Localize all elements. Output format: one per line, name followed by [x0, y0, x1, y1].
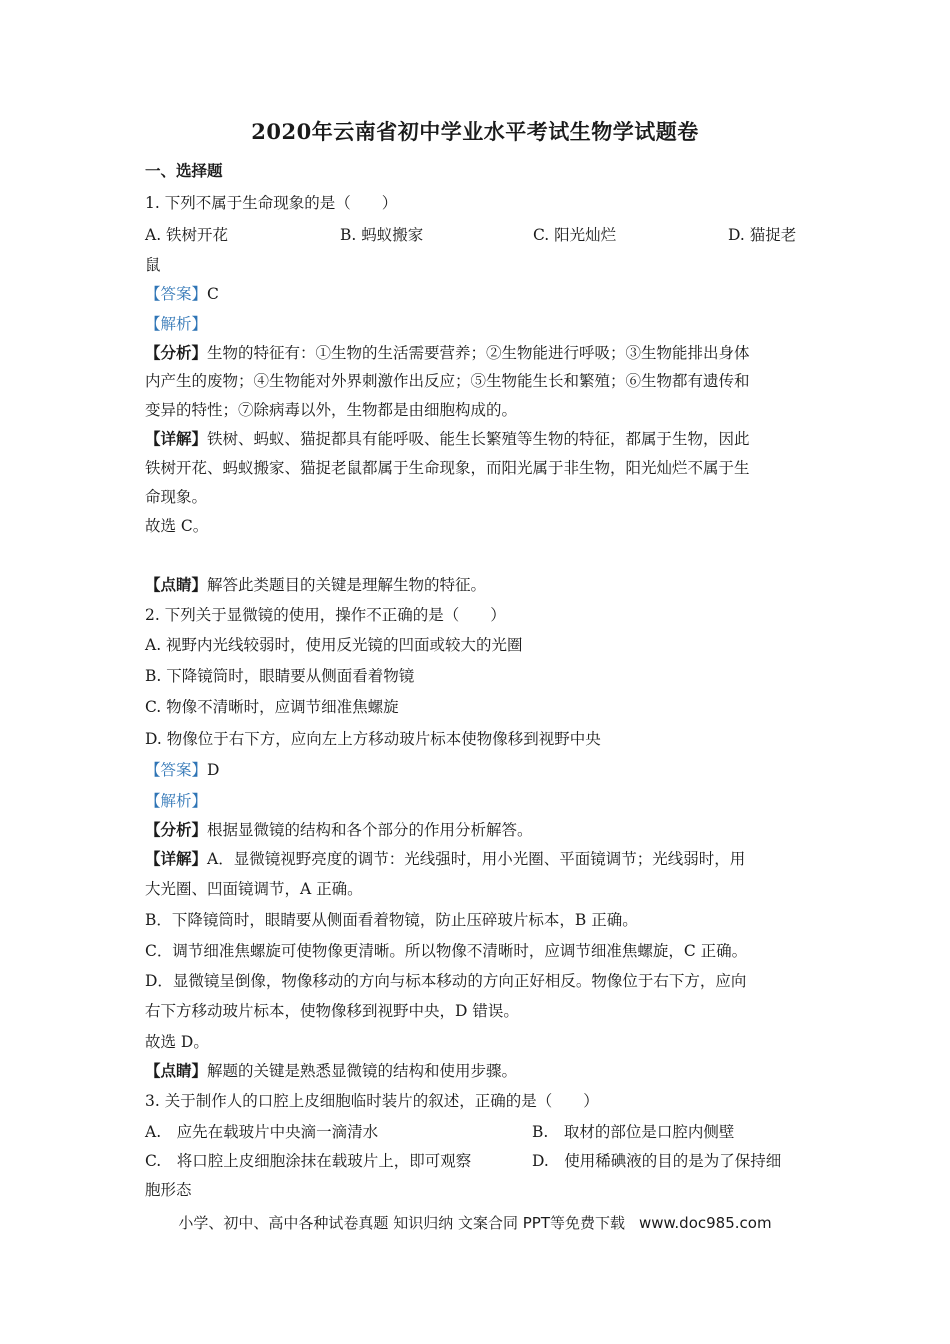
- q2-option-a: A. 视野内光线较弱时，使用反光镜的凹面或较大的光圈: [145, 636, 523, 654]
- q3-option-c: C. 将口腔上皮细胞涂抹在载玻片上，即可观察: [145, 1152, 472, 1170]
- xiangjie-text: 铁树、蚂蚁、猫捉都具有能呼吸、能生长繁殖等生物的特征，都属于生物，因此: [207, 430, 750, 448]
- fenxi-text: 生物的特征有：①生物的生活需要营养；②生物能进行呼吸；③生物能排出身体: [207, 344, 750, 362]
- dianjing-text: 解答此类题目的关键是理解生物的特征。: [207, 576, 487, 594]
- q1-dianjing: [145, 574, 486, 596]
- xiangjie-tag: 【详解】: [145, 429, 208, 448]
- fenxi-text: 根据显微镜的结构和各个部分的作用分析解答。: [207, 821, 533, 839]
- q1-option-c: C. 阳光灿烂: [533, 226, 617, 244]
- footer-url-link[interactable]: www.doc985.com: [638, 1214, 772, 1232]
- q3-option-b: B. 取材的部位是口腔内侧壁: [532, 1123, 735, 1141]
- fenxi-tag: 【分析】: [145, 343, 208, 362]
- question-1-stem: 1. 下列不属于生命现象的是（ ）: [145, 194, 398, 212]
- q3-option-d: D. 使用稀碘液的目的是为了保持细: [532, 1152, 782, 1170]
- q2-xiangjie-line-3: B．下降镜筒时，眼睛要从侧面看着物镜，防止压碎玻片标本，B 正确。: [145, 911, 638, 929]
- q2-xiangjie-line-2: 大光圈、凹面镜调节，A 正确。: [145, 880, 363, 898]
- answer-value: D: [207, 761, 220, 779]
- q2-xiangjie-line-1: [145, 848, 745, 870]
- q1-fenxi-line-2: 内产生的废物；④生物能对外界刺激作出反应；⑤生物能生长和繁殖；⑥生物都有遗传和: [145, 372, 750, 390]
- dianjing-tag: 【点睛】: [145, 575, 208, 594]
- question-3-stem: 3. 关于制作人的口腔上皮细胞临时装片的叙述，正确的是（ ）: [145, 1092, 599, 1110]
- q2-analysis-tag: 【解析】: [145, 792, 208, 810]
- dianjing-text: 解题的关键是熟悉显微镜的结构和使用步骤。: [207, 1062, 518, 1080]
- q1-xiangjie-line-1: [145, 428, 750, 450]
- answer-tag: 【答案】: [145, 761, 208, 779]
- q1-option-a: A. 铁树开花: [145, 226, 229, 244]
- q2-option-c: C. 物像不清晰时，应调节细准焦螺旋: [145, 698, 399, 716]
- answer-tag: 【答案】: [145, 285, 208, 303]
- q1-option-d-wrap: 鼠: [145, 256, 161, 274]
- q1-option-d: D. 猫捉老: [728, 226, 797, 244]
- q3-option-d-wrap: 胞形态: [145, 1181, 192, 1199]
- q1-answer: [145, 283, 219, 305]
- q1-fenxi-line-3: 变异的特性；⑦除病毒以外，生物都是由细胞构成的。: [145, 401, 518, 419]
- q2-xiangjie-line-5: D．显微镜呈倒像，物像移动的方向与标本移动的方向正好相反。物像位于右下方，应向: [145, 972, 747, 990]
- page-footer: [0, 1212, 950, 1233]
- q2-dianjing: [145, 1060, 517, 1082]
- section-heading: 一、选择题: [145, 161, 223, 180]
- q1-xiangjie-line-2: 铁树开花、蚂蚁搬家、猫捉老鼠都属于生命现象，而阳光属于非生物，阳光灿烂不属于生: [145, 459, 750, 477]
- q2-xiangjie-line-4: C．调节细准焦螺旋可使物像更清晰。所以物像不清晰时，应调节细准焦螺旋，C 正确。: [145, 942, 748, 960]
- fenxi-tag: 【分析】: [145, 820, 208, 839]
- q2-fenxi: [145, 819, 533, 841]
- q1-fenxi-line-1: [145, 342, 750, 364]
- q2-answer: [145, 759, 219, 781]
- xiangjie-text: A．显微镜视野亮度的调节：光线强时，用小光圈、平面镜调节；光线弱时，用: [207, 850, 746, 868]
- dianjing-tag: 【点睛】: [145, 1061, 208, 1080]
- xiangjie-tag: 【详解】: [145, 849, 208, 868]
- question-2-stem: 2. 下列关于显微镜的使用，操作不正确的是（ ）: [145, 606, 506, 624]
- q3-option-a: A. 应先在载玻片中央滴一滴清水: [145, 1123, 379, 1141]
- page-title: 2020年云南省初中学业水平考试生物学试题卷: [251, 119, 699, 144]
- footer-text: 小学、初中、高中各种试卷真题 知识归纳 文案合同 PPT等免费下载: [178, 1214, 625, 1232]
- q1-analysis-tag: 【解析】: [145, 315, 208, 333]
- q1-option-b: B. 蚂蚁搬家: [340, 226, 424, 244]
- q2-xiangjie-line-6: 右下方移动玻片标本，使物像移到视野中央，D 错误。: [145, 1002, 519, 1020]
- q1-xiangjie-line-3: 命现象。: [145, 488, 208, 506]
- q2-choose: 故选 D。: [145, 1033, 209, 1051]
- answer-value: C: [207, 285, 219, 303]
- q2-option-d: D. 物像位于右下方，应向左上方移动玻片标本使物像移到视野中央: [145, 730, 601, 748]
- q2-option-b: B. 下降镜筒时，眼睛要从侧面看着物镜: [145, 667, 415, 685]
- q1-choose: 故选 C。: [145, 517, 209, 535]
